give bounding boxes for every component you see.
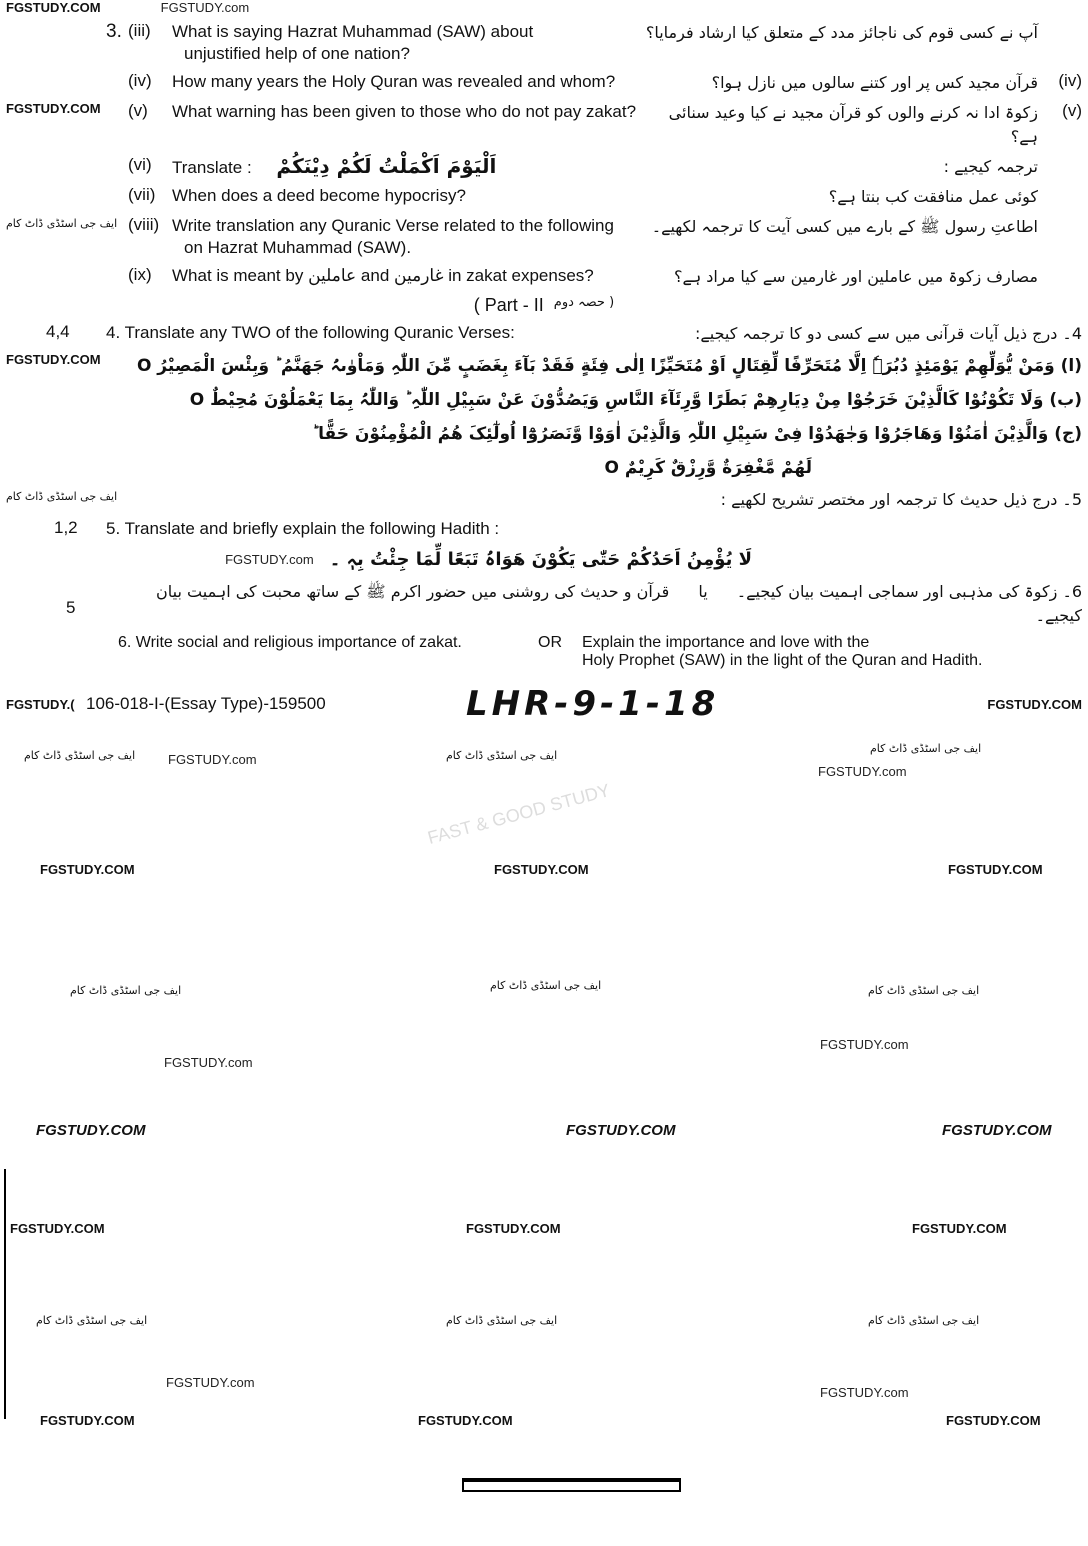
question-row	[6, 155, 1082, 179]
arabic-phrase: اَلْیَوْمَ اَکْمَلْتُ لَکُمْ دِیْنَکُمْ	[276, 154, 497, 178]
question-text: 5. Translate and briefly explain the following Hadith :	[106, 519, 500, 538]
watermark: FGSTUDY.COM	[418, 1413, 513, 1428]
or-label: OR	[538, 634, 562, 651]
item-number: (ix)	[128, 265, 152, 284]
handwritten-note: LHR-9-1-18	[466, 684, 720, 724]
question-text: How many years the Holy Quran was revealed and whom?	[172, 72, 616, 91]
urdu-or: یا	[698, 582, 708, 601]
urdu-item-number: (v)	[1062, 101, 1082, 120]
part-title-row	[6, 295, 1082, 316]
watermark: FGSTUDY.COM	[566, 1122, 676, 1139]
scan-edge	[4, 1169, 6, 1419]
watermark: ایف جی اسٹڈی ڈاٹ کام	[868, 1314, 980, 1327]
watermark: FGSTUDY.com	[166, 1375, 255, 1390]
watermark-grid	[0, 734, 1088, 1500]
question-number: 3.	[106, 21, 122, 42]
watermark: ایف جی اسٹڈی ڈاٹ کام	[490, 979, 602, 992]
margin	[6, 488, 118, 503]
watermark: ایف جی اسٹڈی ڈاٹ کام	[6, 217, 118, 230]
watermark: FGSTUDY.COM	[40, 1413, 135, 1428]
faint-watermark: FAST & GOOD STUDY	[425, 780, 612, 848]
item-number: (viii)	[128, 215, 160, 234]
question-row	[6, 322, 1082, 346]
item-number: (vii)	[128, 185, 156, 204]
watermark: FGSTUDY.COM	[946, 1413, 1041, 1428]
question-row	[6, 185, 1082, 209]
urdu-question: زکوۃ ادا نہ کرنے والوں کو قرآن مجید نے کیا وعید سنائی ہے؟	[668, 103, 1038, 146]
watermark: FGSTUDY.com	[168, 752, 257, 767]
watermark: FGSTUDY.COM	[948, 862, 1043, 877]
question-row	[6, 265, 1082, 289]
question-text	[172, 155, 642, 179]
urdu-question-part: 6۔ زکوۃ کی مذہبی اور سماجی اہمیت بیان کیجیے۔	[736, 582, 1082, 601]
question-line: unjustified help of one nation?	[184, 44, 410, 63]
verse-row	[6, 454, 1082, 482]
question-row	[6, 101, 1082, 149]
urdu-question-part: قرآن و حدیث کی روشنی میں حضور اکرم ﷺ کے ساتھ محبت کی اہمیت بیان کیجیے۔	[156, 582, 1082, 625]
question-line: Translate :	[172, 158, 252, 177]
quran-verse: (ب) وَلَا تَکُوْنُوْا کَالَّذِیْنَ خَرَجُوْا مِنْ دِیَارِھِمْ بَطَرًا وَّرِئَآءَ النَّاسِ وَیَصُدُّوْنَ عَنْ سَبِیْلِ اللّٰہِ ؕ وَاللّٰہُ بِمَا یَعْمَلُوْنَ مُحِیْطٌ O	[189, 390, 1082, 410]
watermark: FGSTUDY.com	[820, 1385, 909, 1400]
watermark: ایف جی اسٹڈی ڈاٹ کام	[446, 1314, 558, 1327]
item-number: (v)	[128, 101, 148, 120]
watermark: FGSTUDY.(	[6, 696, 75, 712]
marks: 4,4	[46, 322, 70, 341]
verse-row	[6, 352, 1082, 380]
question-row	[6, 488, 1082, 512]
margin	[6, 101, 106, 116]
question-row	[6, 71, 1082, 95]
paper-content	[0, 0, 1088, 724]
part-title-urdu: حصہ دوم )	[553, 295, 615, 310]
question-row	[6, 580, 1082, 628]
margin	[6, 215, 118, 230]
item-number: (iii)	[128, 21, 151, 40]
watermark: FGSTUDY.com	[225, 552, 314, 567]
item-number: (iv)	[128, 71, 152, 90]
part-title: ( Part - II	[473, 295, 544, 315]
question-row	[6, 634, 1082, 670]
watermark: ایف جی اسٹڈی ڈاٹ کام	[6, 490, 118, 503]
watermark: FGSTUDY.COM	[40, 862, 135, 877]
watermark: FGSTUDY.COM	[466, 1221, 561, 1236]
header-row	[6, 0, 1082, 15]
question-text: What warning has been given to those who do not pay zakat?	[172, 102, 637, 121]
watermark: FGSTUDY.COM	[942, 1122, 1052, 1139]
watermark: FGSTUDY.COM	[36, 1122, 146, 1139]
urdu-question: اطاعتِ رسول ﷺ کے بارے میں کسی آیت کا ترجمہ لکھیے۔	[651, 217, 1038, 236]
margin	[6, 352, 106, 367]
watermark: FGSTUDY.COM	[494, 862, 589, 877]
item-number: (vi)	[128, 155, 152, 174]
hadith-row	[6, 546, 1082, 574]
question-text	[172, 21, 642, 65]
quran-verse: لَھُمْ مَّغْفِرَةٌ وَّرِزْقٌ کَرِیْمٌ O	[604, 458, 812, 478]
urdu-question	[106, 580, 1082, 628]
watermark: FGSTUDY.com	[160, 0, 250, 15]
watermark: ایف جی اسٹڈی ڈاٹ کام	[446, 749, 558, 762]
question-text	[582, 634, 1082, 670]
watermark: FGSTUDY.com	[820, 1037, 909, 1052]
question-line: Write translation any Quranic Verse related to the following	[172, 216, 614, 235]
watermark: ایف جی اسٹڈی ڈاٹ کام	[24, 749, 136, 762]
watermark: ایف جی اسٹڈی ڈاٹ کام	[36, 1314, 148, 1327]
marks: 1,2	[54, 518, 78, 537]
question-row	[6, 21, 1082, 65]
watermark: FGSTUDY.COM	[6, 352, 101, 367]
question-text: 6. Write social and religious importance of zakat.	[118, 634, 462, 651]
question-text: When does a deed become hypocrisy?	[172, 186, 466, 205]
verse-row	[6, 386, 1082, 414]
question-line: Explain the importance and love with the	[582, 634, 870, 651]
watermark: FGSTUDY.COM	[10, 1221, 105, 1236]
verse-row	[6, 420, 1082, 448]
question-line: What is saying Hazrat Muhammad (SAW) about	[172, 22, 534, 41]
question-text	[172, 215, 642, 259]
watermark: FGSTUDY.com	[164, 1055, 253, 1070]
watermark: FGSTUDY.COM	[987, 696, 1082, 712]
quran-verse: (ا) وَمَنْ یُّوَلِّھِمْ یَوْمَئِذٍ دُبُرَہٗ اِلَّا مُتَحَرِّفًا لِّقِتَالٍ اَوْ مُتَحَیِّزًا اِلٰی فِئَةٍ فَقَدْ بَآءَ بِغَضَبٍ مِّنَ اللّٰہِ وَمَاْوٰىہُ جَھَنَّمُ ؕ وَبِئْسَ الْمَصِیْرُ O	[136, 356, 1082, 376]
hadith-text: لَا یُؤْمِنُ اَحَدُکُمْ حَتّٰی یَکُوْنَ ھَوَاہُ تَبَعًا لِّمَا جِئْتُ بِہٖ ۔	[329, 549, 752, 570]
watermark: ایف جی اسٹڈی ڈاٹ کام	[868, 984, 980, 997]
question-row	[6, 215, 1082, 259]
quran-verse: (ج) وَالَّذِیْنَ اٰمَنُوْا وَھَاجَرُوْا وَجٰھَدُوْا فِیْ سَبِیْلِ اللّٰہِ وَالَّذِیْنَ اٰوَوْا وَّنَصَرُوْٓا اُولٰٓئِکَ ھُمُ الْمُؤْمِنُوْنَ حَقًّا ؕ	[312, 424, 1082, 444]
question-text: What is meant by عاملین and غارمین in zakat expenses?	[172, 266, 594, 285]
watermark: FGSTUDY.COM	[6, 101, 101, 116]
watermark: FGSTUDY.COM	[912, 1221, 1007, 1236]
watermark: ایف جی اسٹڈی ڈاٹ کام	[70, 984, 182, 997]
urdu-question: آپ نے کسی قوم کی ناجائز مدد کے متعلق کیا ارشاد فرمایا؟	[645, 23, 1038, 42]
bottom-bar	[462, 1478, 681, 1492]
urdu-question: 5۔ درج ذیل حدیث کا ترجمہ اور مختصر تشریح لکھیے :	[720, 490, 1082, 509]
question-line: on Hazrat Muhammad (SAW).	[184, 238, 412, 257]
question-line: Holy Prophet (SAW) in the light of the Quran and Hadith.	[582, 652, 983, 669]
question-row	[6, 518, 1082, 540]
question-text: 4. Translate any TWO of the following Quranic Verses:	[106, 323, 515, 342]
urdu-question: 4۔ درج ذیل آیات قرآنی میں سے کسی دو کا ترجمہ کیجیے:	[694, 324, 1082, 343]
marks: 5	[66, 598, 76, 617]
watermark: FGSTUDY.com	[818, 764, 907, 779]
urdu-item-number: (iv)	[1058, 71, 1082, 90]
urdu-question: کوئی عمل منافقت کب بنتا ہے؟	[828, 187, 1038, 206]
watermark: FGSTUDY.COM	[6, 0, 101, 15]
watermark: ایف جی اسٹڈی ڈاٹ کام	[870, 742, 982, 755]
footer-row	[6, 684, 1082, 724]
urdu-question: قرآن مجید کس پر اور کتنے سالوں میں نازل ہوا؟	[711, 73, 1038, 92]
urdu-question: مصارف زکوۃ میں عاملین اور غارمین سے کیا مراد ہے؟	[673, 267, 1038, 286]
paper-code: 106-018-I-(Essay Type)-159500	[86, 694, 326, 713]
urdu-question: ترجمہ کیجیے :	[943, 157, 1038, 176]
